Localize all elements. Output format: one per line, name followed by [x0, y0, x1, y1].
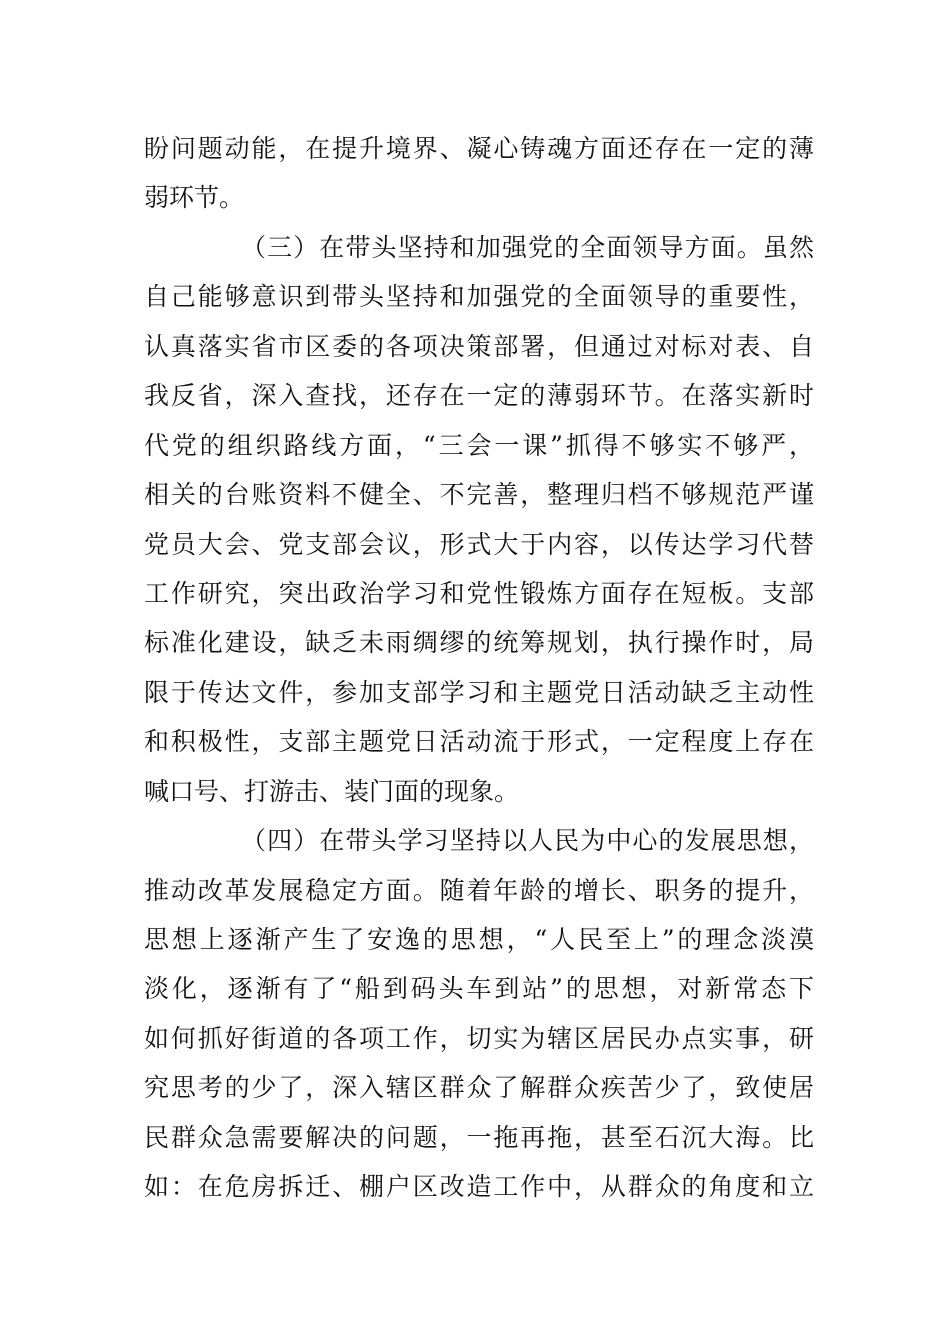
text-line: 如何抓好街道的各项工作，切实为辖区居民办点实事，研 [144, 1023, 814, 1053]
text-line: 喊口号、打游击、装门面的现象。 [144, 776, 520, 806]
text-line: 淡化，逐渐有了“船到码头车到站”的思想，对新常态下 [144, 974, 814, 1004]
text-line: 工作研究，突出政治学习和党性锻炼方面存在短板。支部 [144, 578, 814, 608]
text-line: 推动改革发展稳定方面。随着年龄的增长、职务的提升， [144, 875, 814, 905]
text-line: 限于传达文件，参加支部学习和主题党日活动缺乏主动性 [144, 677, 814, 707]
paragraph-heading-3: （三）在带头坚持和加强党的全面领导方面。虽然 [241, 232, 814, 262]
text-line: 弱环节。 [144, 183, 245, 213]
text-line: 盼问题动能，在提升境界、凝心铸魂方面还存在一定的薄 [144, 134, 814, 163]
text-line: 自己能够意识到带头坚持和加强党的全面领导的重要性， [144, 282, 814, 312]
text-line: 认真落实省市区委的各项决策部署，但通过对标对表、自 [144, 331, 814, 361]
text-line: 民群众急需要解决的问题，一拖再拖，甚至石沉大海。比 [144, 1122, 814, 1152]
text-line: 和积极性，支部主题党日活动流于形式，一定程度上存在 [144, 727, 814, 757]
text-line: 代党的组织路线方面，“三会一课”抓得不够实不够严， [144, 430, 814, 460]
text-line: 究思考的少了，深入辖区群众了解群众疾苦少了，致使居 [144, 1073, 814, 1103]
text-line: 相关的台账资料不健全、不完善，整理归档不够规范严谨 [144, 480, 814, 510]
text-line: 我反省，深入查找，还存在一定的薄弱环节。在落实新时 [144, 381, 814, 411]
text-line: 如：在危房拆迁、棚户区改造工作中，从群众的角度和立 [144, 1172, 814, 1202]
text-line: 思想上逐渐产生了安逸的思想，“人民至上”的理念淡漠 [144, 925, 814, 954]
text-line: 党员大会、党支部会议，形式大于内容，以传达学习代替 [144, 529, 814, 559]
body-text [144, 124, 814, 1212]
text-line: 标准化建设，缺乏未雨绸缪的统筹规划，执行操作时，局 [144, 628, 814, 658]
paragraph-heading-4: （四）在带头学习坚持以人民为中心的发展思想， [241, 826, 814, 856]
